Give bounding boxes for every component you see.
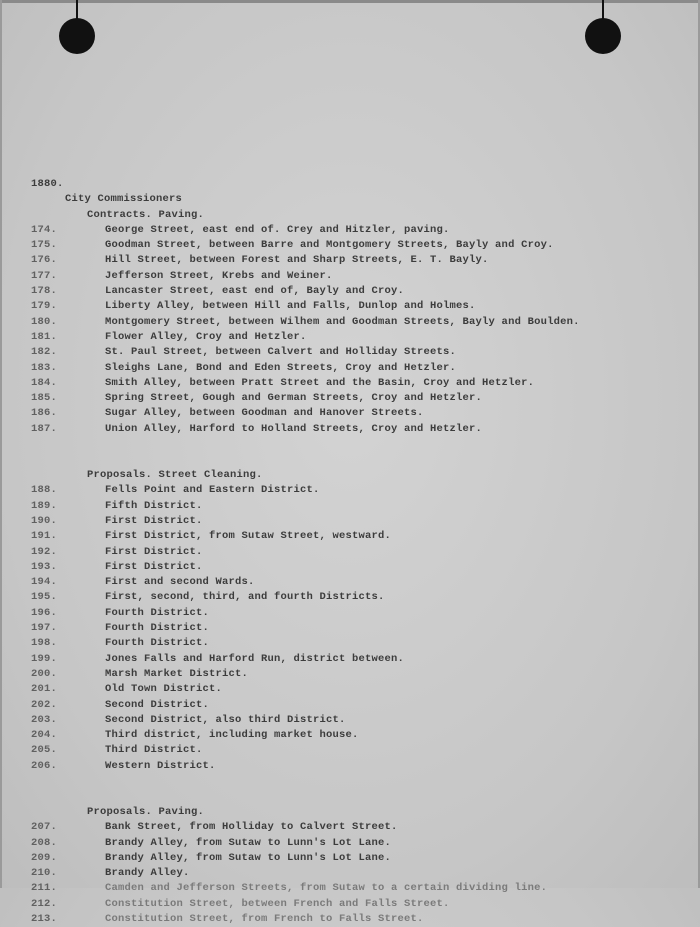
entry-text: Fourth District. <box>105 622 210 635</box>
entry-text: Fourth District. <box>105 637 210 650</box>
entry-number: 206. <box>31 759 58 772</box>
entry-number: 207. <box>31 821 58 834</box>
index-entry <box>0 743 700 758</box>
entry-number: 191. <box>31 530 58 543</box>
section-heading: Proposals. Paving. <box>87 805 205 818</box>
typed-index-page <box>0 177 700 927</box>
entry-number: 181. <box>31 330 58 343</box>
entry-number: 184. <box>31 376 58 389</box>
index-entry <box>0 330 700 345</box>
binder-clip-right <box>602 0 604 20</box>
entry-number: 203. <box>31 713 58 726</box>
entry-text: Bank Street, from Holliday to Calvert Street. <box>105 821 398 834</box>
entry-number: 213. <box>31 913 58 926</box>
entry-text: Liberty Alley, between Hill and Falls, Dunlop and Holmes. <box>105 300 476 313</box>
index-entry <box>0 652 700 667</box>
entry-text: Brandy Alley, from Sutaw to Lunn's Lot Lane. <box>105 836 392 849</box>
entry-text: Flower Alley, Croy and Hetzler. <box>105 330 307 343</box>
section-heading: Contracts. Paving. <box>87 208 205 221</box>
entry-text: Fells Point and Eastern District. <box>105 484 320 497</box>
entry-number: 192. <box>31 545 58 558</box>
entry-number: 186. <box>31 407 58 420</box>
entry-number: 201. <box>31 683 58 696</box>
index-entry <box>0 759 700 774</box>
index-entry <box>0 406 700 421</box>
entry-number: 182. <box>31 346 58 359</box>
entry-number: 178. <box>31 285 58 298</box>
index-entry <box>0 621 700 636</box>
index-entry <box>0 238 700 253</box>
index-entry <box>0 667 700 682</box>
index-entry <box>0 253 700 268</box>
entry-number: 197. <box>31 622 58 635</box>
entry-text: First District. <box>105 560 203 573</box>
index-entry <box>0 851 700 866</box>
organization-heading: City Commissioners <box>65 193 183 206</box>
index-entry <box>0 545 700 560</box>
entry-text: Third district, including market house. <box>105 729 359 742</box>
entry-number: 196. <box>31 606 58 619</box>
entry-number: 194. <box>31 576 58 589</box>
entry-number: 211. <box>31 882 58 895</box>
index-entry <box>0 698 700 713</box>
index-entry <box>0 836 700 851</box>
entry-text: First, second, third, and fourth Districts. <box>105 591 385 604</box>
entry-text: First District. <box>105 514 203 527</box>
entry-text: Union Alley, Harford to Holland Streets, Croy and Hetzler. <box>105 422 483 435</box>
entry-number: 195. <box>31 591 58 604</box>
entry-number: 188. <box>31 484 58 497</box>
entry-text: Marsh Market District. <box>105 667 249 680</box>
entry-text: Brandy Alley, from Sutaw to Lunn's Lot Lane. <box>105 851 392 864</box>
index-entry <box>0 529 700 544</box>
entry-text: Constitution Street, from French to Falls Street. <box>105 913 424 926</box>
entry-number: 190. <box>31 514 58 527</box>
entry-text: Smith Alley, between Pratt Street and the Basin, Croy and Hetzler. <box>105 376 535 389</box>
entry-text: First District. <box>105 545 203 558</box>
entry-text: Jones Falls and Harford Run, district between. <box>105 652 405 665</box>
entry-number: 179. <box>31 300 58 313</box>
index-entry <box>0 560 700 575</box>
entry-text: Jefferson Street, Krebs and Weiner. <box>105 269 333 282</box>
entry-text: St. Paul Street, between Calvert and Holliday Streets. <box>105 346 457 359</box>
index-entry <box>0 391 700 406</box>
index-entry <box>0 269 700 284</box>
index-entry <box>0 499 700 514</box>
entry-text: Lancaster Street, east end of, Bayly and Croy. <box>105 285 405 298</box>
section-spacer <box>0 437 700 468</box>
index-entry <box>0 682 700 697</box>
index-entry <box>0 590 700 605</box>
entry-text: George Street, east end of. Crey and Hitzler, paving. <box>105 223 450 236</box>
entry-number: 198. <box>31 637 58 650</box>
entry-text: Fourth District. <box>105 606 210 619</box>
entry-number: 177. <box>31 269 58 282</box>
entry-number: 210. <box>31 867 58 880</box>
entry-text: Sugar Alley, between Goodman and Hanover Streets. <box>105 407 424 420</box>
section-spacer <box>0 774 700 805</box>
index-entry <box>0 514 700 529</box>
entry-number: 208. <box>31 836 58 849</box>
entry-text: Western District. <box>105 759 216 772</box>
page-top-edge <box>0 0 700 3</box>
entry-number: 193. <box>31 560 58 573</box>
index-entry <box>0 299 700 314</box>
section-heading: Proposals. Street Cleaning. <box>87 469 263 482</box>
entry-text: Spring Street, Gough and German Streets, Croy and Hetzler. <box>105 392 483 405</box>
entry-number: 202. <box>31 698 58 711</box>
punch-hole-right <box>585 18 621 54</box>
index-entry <box>0 881 700 896</box>
entry-text: Old Town District. <box>105 683 223 696</box>
entry-text: Second District, also third District. <box>105 713 346 726</box>
entry-text: Third District. <box>105 744 203 757</box>
entry-number: 175. <box>31 239 58 252</box>
year-heading: 1880. <box>31 178 64 190</box>
entry-number: 174. <box>31 223 58 236</box>
index-entry <box>0 422 700 437</box>
entry-number: 176. <box>31 254 58 267</box>
index-entry <box>0 284 700 299</box>
index-entry <box>0 728 700 743</box>
entry-text: Fifth District. <box>105 499 203 512</box>
entry-text: Second District. <box>105 698 210 711</box>
entry-number: 212. <box>31 897 58 910</box>
entry-text: Brandy Alley. <box>105 867 190 880</box>
index-entry <box>0 376 700 391</box>
index-entry <box>0 223 700 238</box>
index-entry <box>0 912 700 927</box>
punch-hole-left <box>59 18 95 54</box>
entry-number: 185. <box>31 392 58 405</box>
index-entry <box>0 361 700 376</box>
index-entry <box>0 345 700 360</box>
index-entry <box>0 897 700 912</box>
index-entry <box>0 636 700 651</box>
entry-number: 199. <box>31 652 58 665</box>
binder-clip-left <box>76 0 78 20</box>
entry-text: Camden and Jefferson Streets, from Sutaw to a certain dividing line. <box>105 882 548 895</box>
entry-number: 187. <box>31 422 58 435</box>
entry-number: 189. <box>31 499 58 512</box>
entry-text: First and second Wards. <box>105 576 255 589</box>
index-entry <box>0 483 700 498</box>
entry-number: 183. <box>31 361 58 374</box>
entry-text: First District, from Sutaw Street, westward. <box>105 530 392 543</box>
entry-text: Goodman Street, between Barre and Montgomery Streets, Bayly and Croy. <box>105 239 554 252</box>
index-entry <box>0 606 700 621</box>
index-entry <box>0 820 700 835</box>
entry-text: Constitution Street, between French and Falls Street. <box>105 897 450 910</box>
index-entry <box>0 713 700 728</box>
entry-text: Sleighs Lane, Bond and Eden Streets, Croy and Hetzler. <box>105 361 457 374</box>
entry-text: Montgomery Street, between Wilhem and Goodman Streets, Bayly and Boulden. <box>105 315 580 328</box>
entry-text: Hill Street, between Forest and Sharp Streets, E. T. Bayly. <box>105 254 489 267</box>
entry-number: 204. <box>31 729 58 742</box>
entry-number: 200. <box>31 667 58 680</box>
sections-container <box>0 208 700 927</box>
entry-number: 180. <box>31 315 58 328</box>
entry-number: 205. <box>31 744 58 757</box>
index-entry <box>0 315 700 330</box>
index-entry <box>0 866 700 881</box>
index-entry <box>0 575 700 590</box>
entry-number: 209. <box>31 851 58 864</box>
